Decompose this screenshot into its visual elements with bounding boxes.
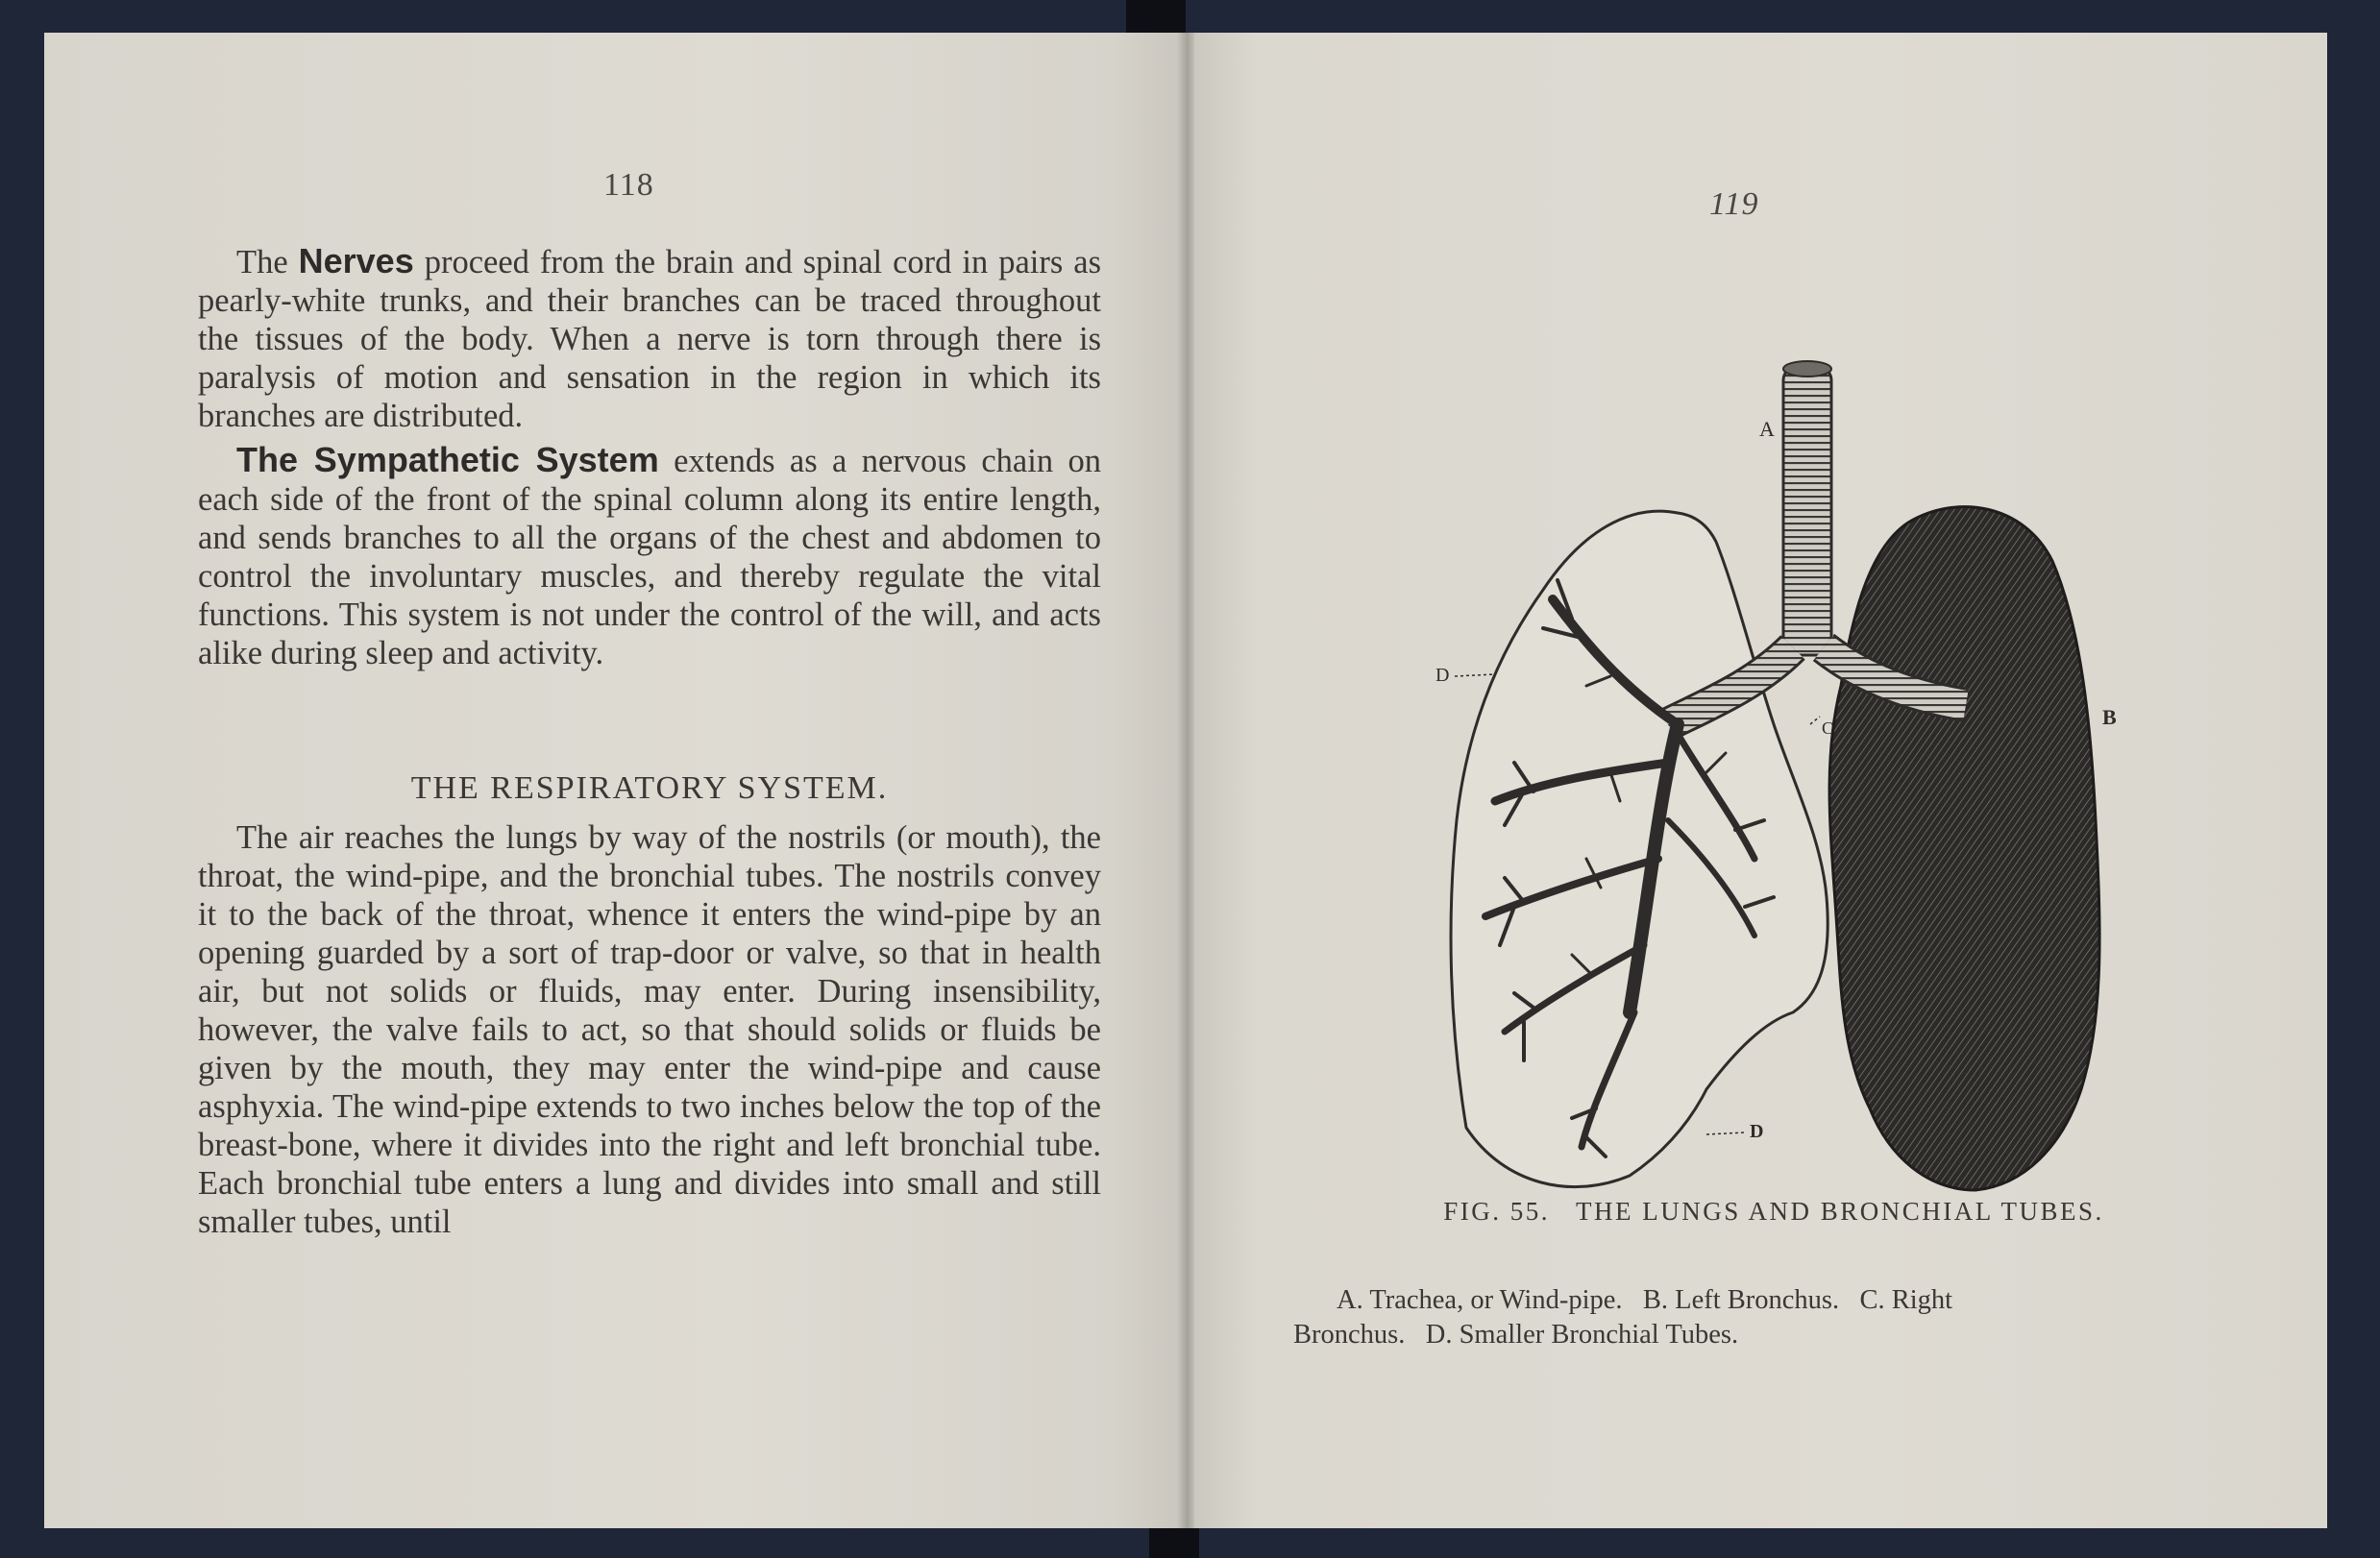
left-page bbox=[44, 33, 1192, 1528]
left-lung-shape bbox=[1829, 507, 2099, 1190]
legend-text: Bronchus. D. Smaller Bronchial Tubes. bbox=[1293, 1320, 1739, 1350]
lead-text: The bbox=[236, 244, 299, 280]
right-page bbox=[1188, 33, 2327, 1528]
keyword-sympathetic-system: The Sympathetic System bbox=[236, 440, 659, 479]
paragraph-respiratory: The air reaches the lungs by way of the nostrils (or mouth), the throat, the wind-pipe, and the bronchial tubes. The nostrils convey it to the back of the throat, whence it enters the wind-pipe by an opening guarded by a sort of trap-door or valve, so that in health air, but not solids or fluids, may enter. During insensibility, however, the valve fails to act, so that should solids or fluids be given by the mouth, they may enter the wind-pipe and cause asphyxia. The wind-pipe extends to two inches below the top of the breast-bone, where it divides into the right and left bronchial tube. Each bronchial tube enters a lung and divides into small and still smaller tubes, until bbox=[198, 819, 1101, 1240]
paragraph-text: extends as a nervous chain on each side of the front of the spinal column along its entire length, and sends branches to all the organs of the chest and abdomen to control the involuntary muscles, and thereby regulate the vital functions. This system is not under the control of the will, and acts alike during sleep and activity. bbox=[198, 443, 1101, 671]
figure-caption bbox=[1380, 1197, 2168, 1228]
right-lung-outline bbox=[1451, 511, 1828, 1186]
paragraph-text: proceed from the brain and spinal cord in pairs as pearly-white trunks, and their branches can be traced throughout the tissues of the body. When a nerve is torn through there is paralysis of motion and sensation in the region in which its branches are distributed. bbox=[198, 244, 1101, 434]
trachea bbox=[1783, 367, 1831, 655]
legend-line-1 bbox=[1293, 1283, 2158, 1318]
lungs-illustration bbox=[1389, 321, 2120, 1214]
left-body-text bbox=[198, 242, 1101, 672]
label-b: B bbox=[2102, 705, 2117, 729]
legend-line-2 bbox=[1293, 1318, 2158, 1352]
label-d-lower: D bbox=[1750, 1121, 1764, 1142]
section-heading: THE RESPIRATORY SYSTEM. bbox=[410, 770, 889, 806]
paragraph-nerves bbox=[198, 242, 1101, 435]
figure-number: FIG. 55. bbox=[1443, 1197, 1550, 1226]
book-gutter-bottom bbox=[1149, 1528, 1199, 1558]
spine-shadow bbox=[1177, 33, 1194, 1528]
page-number-right: 119 bbox=[1709, 186, 1759, 222]
paragraph-sympathetic bbox=[198, 441, 1101, 672]
book-gutter-top bbox=[1126, 0, 1186, 33]
label-a: A bbox=[1759, 417, 1775, 441]
page-number-left: 118 bbox=[603, 167, 654, 203]
figure-legend bbox=[1293, 1283, 2158, 1352]
label-d-upper: D bbox=[1435, 665, 1450, 686]
label-c: C bbox=[1822, 718, 1834, 738]
respiratory-text bbox=[198, 818, 1101, 1241]
keyword-nerves: Nerves bbox=[298, 241, 414, 280]
figure-title: THE LUNGS AND BRONCHIAL TUBES. bbox=[1575, 1197, 2104, 1226]
legend-text: A. Trachea, or Wind-pipe. B. Left Bronchus. C. Right bbox=[1337, 1285, 1953, 1315]
